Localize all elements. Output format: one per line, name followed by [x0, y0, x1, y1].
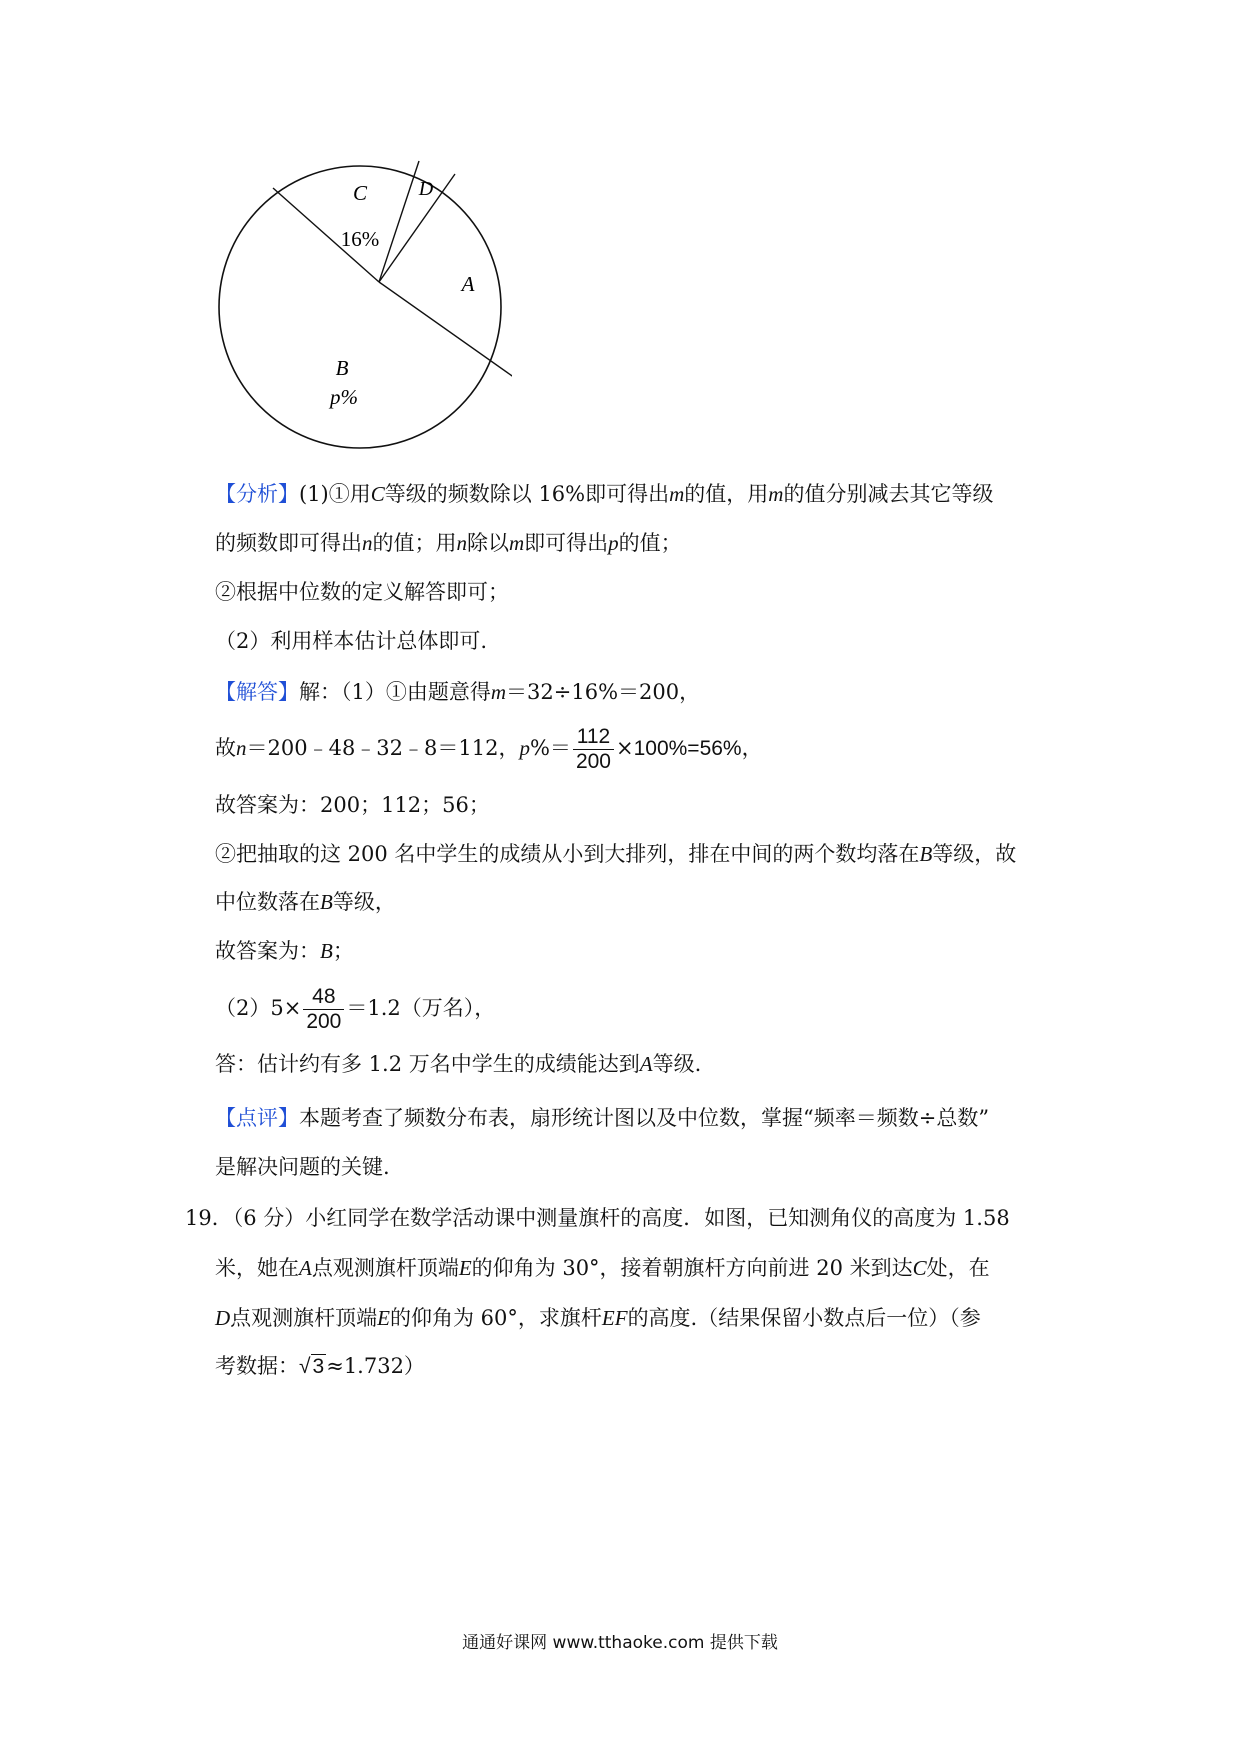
text: ，: [741, 736, 763, 760]
var-b: B: [919, 842, 933, 866]
var-d: D: [215, 1306, 231, 1330]
numerator: 48: [312, 985, 336, 1008]
sqrt-3: √3: [299, 1355, 325, 1378]
numerator: 112: [576, 725, 611, 748]
var-p: p: [519, 736, 530, 760]
var-b: B: [320, 939, 333, 963]
denominator: 200: [573, 749, 614, 774]
solution-line-6: [215, 937, 354, 965]
var-p: p: [608, 531, 619, 555]
var-e: E: [458, 1256, 472, 1280]
analysis-line-1: [215, 480, 993, 508]
pie-outline: [219, 166, 501, 448]
text: ；: [332, 939, 354, 963]
solution-line-8: [215, 1050, 701, 1078]
solution-line-3: 故答案为：200；112；56；: [215, 793, 490, 817]
solution-line-7: [215, 982, 495, 1034]
var-c: C: [912, 1256, 927, 1280]
text: 中位数落在: [215, 890, 320, 914]
var-e: E: [377, 1306, 390, 1330]
question19-line-3: [215, 1304, 981, 1332]
text: 即可得出: [524, 531, 609, 555]
solution-line-2: [215, 722, 763, 775]
pie-chart-figure: [212, 155, 512, 465]
comment-line-2: 是解决问题的关键.: [215, 1155, 390, 1179]
var-m: m: [509, 531, 525, 555]
denominator: 200: [303, 1009, 344, 1034]
analysis-line-3: ②根据中位数的定义解答即可；: [215, 580, 509, 604]
pie-divider-a-b: [379, 282, 512, 378]
text: 的值；: [618, 531, 682, 555]
text: %＝: [529, 736, 571, 760]
text: 点观测旗杆顶端: [230, 1306, 378, 1330]
pie-divider-d-a: [379, 174, 455, 282]
text: 除以: [467, 531, 509, 555]
solution-line-1: [215, 678, 700, 706]
text: 故: [215, 736, 236, 760]
question19-line-4: [215, 1352, 425, 1381]
text: ＝200﹣48﹣32﹣8＝112，: [246, 736, 520, 760]
var-a: A: [299, 1256, 312, 1280]
text: (1)①用: [299, 482, 371, 506]
text: 100%=56%: [633, 737, 742, 760]
text: 米，她在: [215, 1256, 299, 1280]
text: ≈1.732）: [326, 1354, 425, 1378]
analysis-line-4: （2）利用样本估计总体即可.: [215, 629, 488, 653]
text: 的值；用: [372, 531, 457, 555]
solution-line-5: [215, 888, 396, 916]
var-n: n: [236, 736, 247, 760]
var-b: B: [320, 890, 333, 914]
pie-label-b-pct: p%: [330, 385, 358, 409]
pie-divider-c-d: [379, 161, 419, 282]
text: 等级.: [652, 1052, 702, 1076]
text: 等级的频数除以 16%即可得出: [384, 482, 670, 506]
radicand: 3: [312, 1355, 325, 1378]
text: 的高度.（结果保留小数点后一位）（参: [627, 1306, 981, 1330]
solution-tag: 【解答】: [215, 680, 299, 704]
var-ef: EF: [601, 1306, 628, 1330]
pie-label-c: C: [352, 181, 368, 205]
question19-line-2: [215, 1254, 990, 1282]
text: 的频数即可得出: [215, 531, 362, 555]
text: 等级，: [332, 890, 396, 914]
times-sign: ×: [615, 736, 634, 760]
question19-line-1: 19．（6 分）小红同学在数学活动课中测量旗杆的高度．如图，已知测角仪的高度为 1.58: [185, 1206, 1010, 1230]
text: 本题考查了频数分布表，扇形统计图以及中位数，掌握“频率＝频数÷总数”: [299, 1106, 990, 1130]
text: 的仰角为 30°，接着朝旗杆方向前进 20 米到达: [471, 1256, 913, 1280]
pie-label-d: D: [418, 178, 434, 200]
solution-line-4: [215, 840, 1016, 868]
comment-line-1: [215, 1104, 989, 1132]
pie-label-b: B: [335, 356, 349, 380]
text: 考数据：: [215, 1354, 299, 1378]
pie-label-c-pct: 16%: [340, 227, 380, 251]
var-a: A: [639, 1052, 653, 1076]
analysis-tag: 【分析】: [215, 482, 299, 506]
pie-label-a: A: [461, 272, 475, 296]
var-n: n: [456, 531, 467, 555]
var-m: m: [768, 482, 784, 506]
footer-source: 通通好课网 www.tthaoke.com 提供下载: [462, 1633, 778, 1653]
var-m: m: [490, 680, 507, 704]
text: 答：估计约有多 1.2 万名中学生的成绩能达到: [215, 1052, 640, 1076]
text: 点观测旗杆顶端: [311, 1256, 459, 1280]
var-c: C: [370, 482, 385, 506]
text: 处，在: [926, 1256, 990, 1280]
text: 的值分别减去其它等级: [783, 482, 994, 506]
fraction-112-200: [573, 725, 614, 774]
text: 的值，用: [684, 482, 769, 506]
fraction-48-200: [303, 985, 344, 1034]
comment-tag: 【点评】: [215, 1106, 299, 1130]
analysis-line-2: [215, 529, 682, 557]
text: （2）5×: [215, 996, 302, 1020]
text: ＝1.2（万名），: [346, 996, 496, 1020]
var-m: m: [669, 482, 685, 506]
text: 等级，故: [932, 842, 1017, 866]
text: ＝32÷16%＝200，: [506, 680, 701, 704]
var-n: n: [362, 531, 373, 555]
text: 故答案为：: [215, 939, 320, 963]
text: 解：（1）①由题意得: [299, 680, 491, 704]
text: ②把抽取的这 200 名中学生的成绩从小到大排列，排在中间的两个数均落在: [215, 842, 920, 866]
text: 的仰角为 60°，求旗杆: [390, 1306, 602, 1330]
